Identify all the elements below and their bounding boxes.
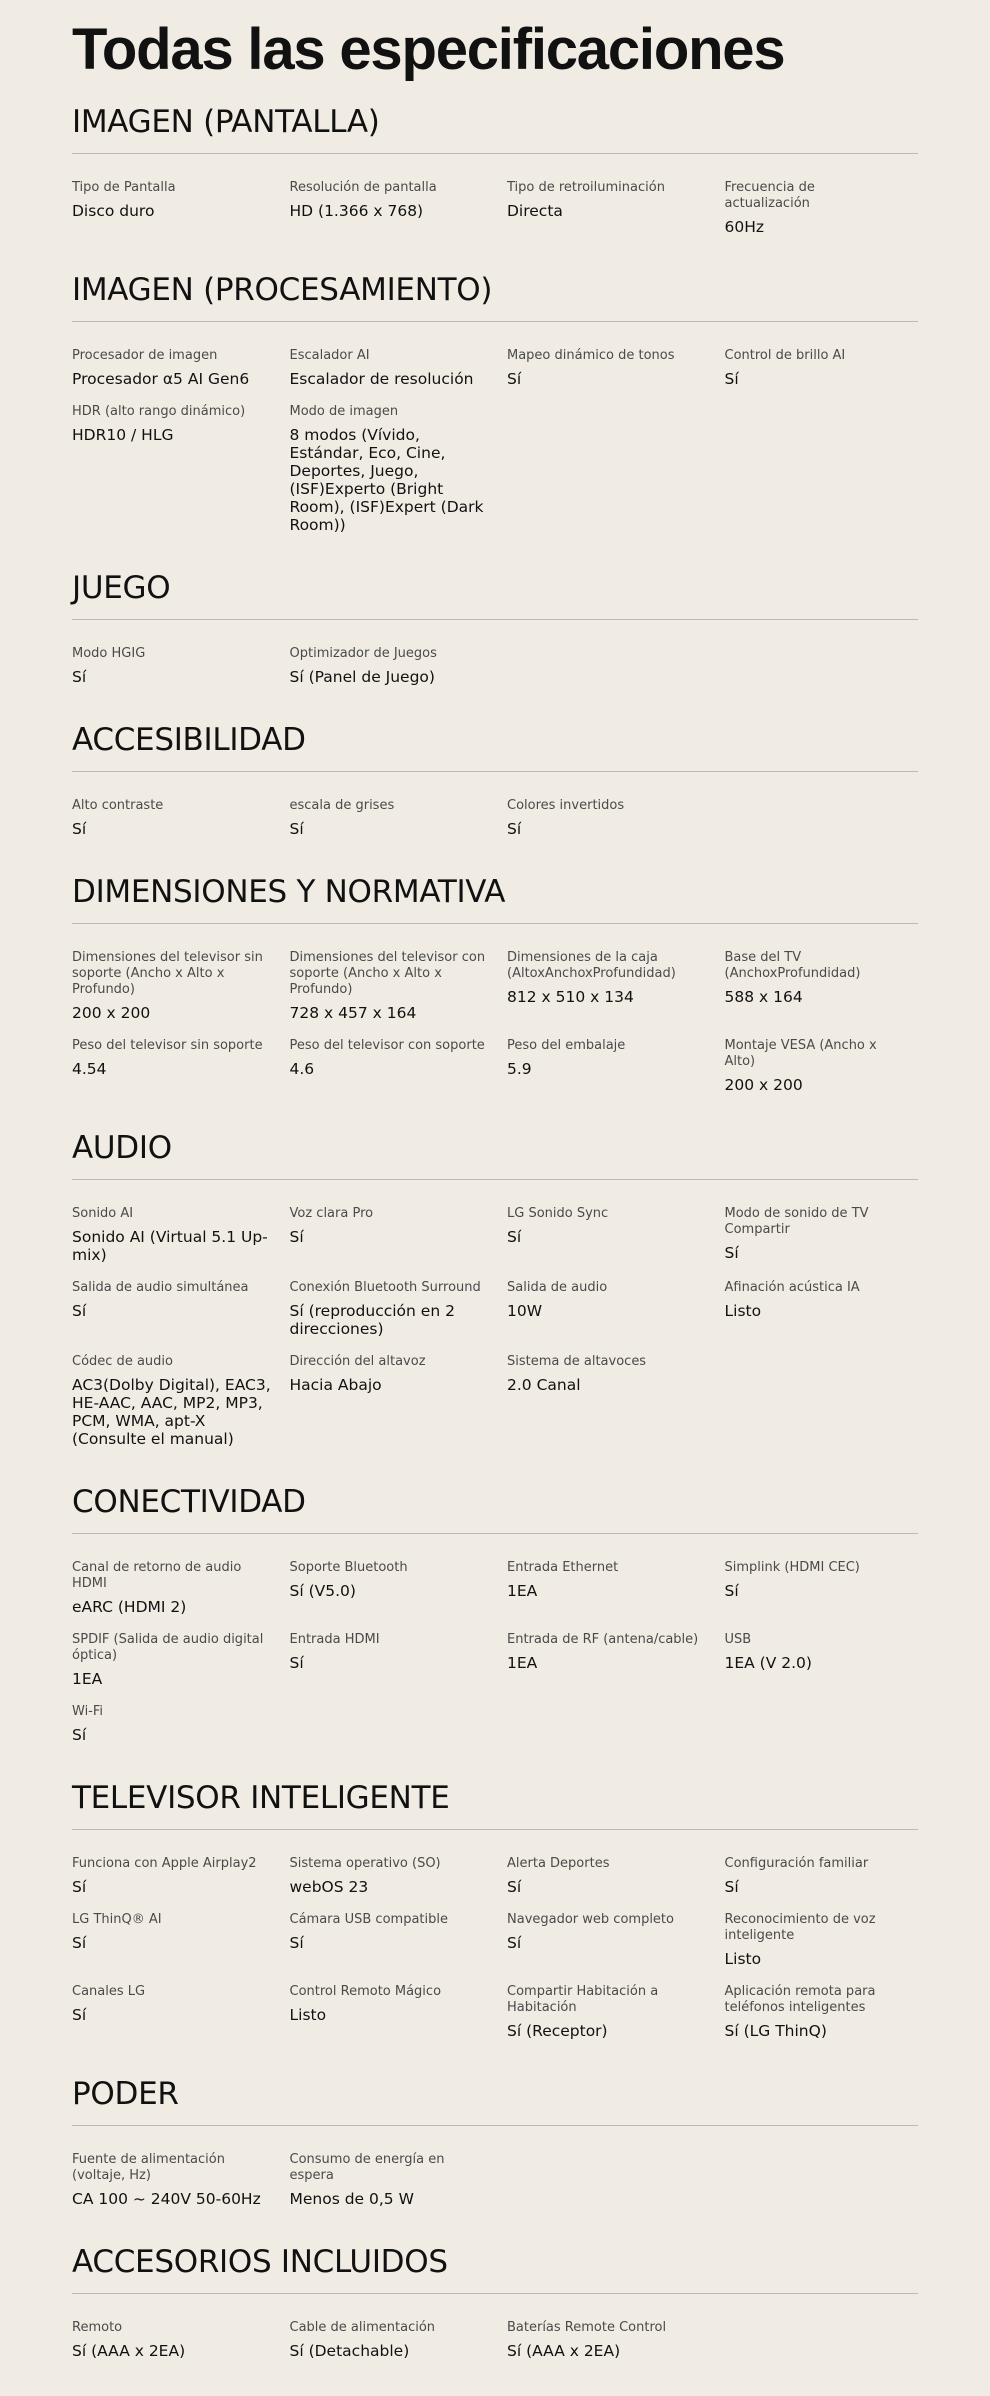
spec-label: Reconocimiento de voz inteligente — [724, 1912, 876, 1943]
spec-label: Dimensiones de la caja (AltoxAnchoxProfundidad) — [507, 950, 676, 981]
spec-value: 728 x 457 x 164 — [289, 1004, 417, 1022]
spec-value: Sí — [289, 1934, 304, 1952]
spec-value: Sí — [507, 820, 522, 838]
spec-value: 1EA (V 2.0) — [724, 1654, 812, 1672]
spec-item — [72, 180, 290, 236]
spec-item — [725, 1206, 919, 1264]
spec-item — [290, 950, 508, 1022]
spec-label: HDR (alto rango dinámico) — [72, 404, 246, 419]
spec-value: Sí — [289, 1228, 304, 1246]
spec-value: HDR10 / HLG — [72, 426, 174, 444]
spec-value: 1EA — [507, 1654, 538, 1672]
spec-value: Procesador α5 AI Gen6 — [72, 370, 250, 388]
spec-label: Peso del televisor sin soporte — [72, 1038, 263, 1053]
spec-label: Peso del televisor con soporte — [289, 1038, 485, 1053]
spec-item — [290, 2152, 508, 2208]
spec-item — [72, 1704, 290, 1744]
spec-item — [72, 646, 290, 686]
spec-label: Dimensiones del televisor con soporte (Ancho x Alto x Profundo) — [289, 950, 486, 997]
spec-label: escala de grises — [289, 798, 395, 813]
spec-value: Sí — [289, 820, 304, 838]
section-title: IMAGEN (PROCESAMIENTO) — [72, 272, 918, 322]
spec-item — [72, 798, 290, 838]
section-spacer — [72, 2360, 918, 2396]
section-title: IMAGEN (PANTALLA) — [72, 104, 918, 154]
spec-label: Cable de alimentación — [289, 2320, 436, 2335]
spec-label: Fuente de alimentación (voltaje, Hz) — [72, 2152, 225, 2183]
spec-item — [725, 348, 919, 388]
spec-item — [507, 1280, 725, 1338]
spec-value: Sí — [507, 1934, 522, 1952]
spec-value: 60Hz — [724, 218, 765, 236]
spec-value: 200 x 200 — [724, 1076, 803, 1094]
spec-label: Voz clara Pro — [289, 1206, 374, 1221]
spec-value: Sí — [72, 1302, 87, 1320]
spec-label: Frecuencia de actualización — [724, 180, 815, 211]
spec-item — [72, 1354, 290, 1448]
spec-label: USB — [724, 1632, 752, 1647]
spec-item — [725, 1912, 919, 1968]
spec-section — [72, 104, 918, 236]
spec-label: Funciona con Apple Airplay2 — [72, 1856, 257, 1871]
section-spacer — [72, 838, 918, 874]
spec-label: Tipo de Pantalla — [72, 180, 176, 195]
spec-label: Tipo de retroiluminación — [507, 180, 665, 195]
spec-value: Sí — [724, 1582, 739, 1600]
spec-item — [290, 348, 508, 388]
spec-label: Escalador AI — [289, 348, 370, 363]
spec-item — [72, 1280, 290, 1338]
spec-label: SPDIF (Salida de audio digital óptica) — [72, 1632, 264, 1663]
spec-label: Dirección del altavoz — [289, 1354, 426, 1369]
spec-value: Sí (Detachable) — [289, 2342, 410, 2360]
spec-item — [290, 1912, 508, 1968]
page-title: Todas las especificaciones — [72, 17, 785, 82]
spec-item — [72, 950, 290, 1022]
spec-item — [507, 798, 725, 838]
spec-value: Sí (LG ThinQ) — [724, 2022, 827, 2040]
spec-label: Resolución de pantalla — [289, 180, 437, 195]
spec-value: Menos de 0,5 W — [289, 2190, 414, 2208]
spec-label: Remoto — [72, 2320, 123, 2335]
spec-value: 1EA — [507, 1582, 538, 1600]
spec-label: Simplink (HDMI CEC) — [724, 1560, 860, 1575]
spec-grid — [72, 2126, 918, 2208]
spec-item — [72, 348, 290, 388]
spec-item — [290, 798, 508, 838]
spec-grid — [72, 1180, 918, 1448]
section-title: CONECTIVIDAD — [72, 1484, 918, 1534]
spec-item — [507, 1206, 725, 1264]
spec-section — [72, 874, 918, 1094]
spec-value: Sí — [72, 1878, 87, 1896]
spec-label: Entrada HDMI — [289, 1632, 380, 1647]
spec-label: Montaje VESA (Ancho x Alto) — [724, 1038, 877, 1069]
spec-label: Modo HGIG — [72, 646, 146, 661]
spec-label: Códec de audio — [72, 1354, 173, 1369]
spec-label: Control Remoto Mágico — [289, 1984, 442, 1999]
spec-item — [72, 1856, 290, 1896]
spec-label: Sonido AI — [72, 1206, 134, 1221]
section-title: JUEGO — [72, 570, 918, 620]
spec-label: Modo de imagen — [289, 404, 399, 419]
spec-label: Canales LG — [72, 1984, 146, 1999]
spec-value: Sí — [289, 1654, 304, 1672]
spec-item — [507, 1856, 725, 1896]
spec-label: Cámara USB compatible — [289, 1912, 448, 1927]
spec-item — [725, 1560, 919, 1616]
spec-label: Control de brillo AI — [724, 348, 846, 363]
spec-label: Canal de retorno de audio HDMI — [72, 1560, 242, 1591]
spec-label: Colores invertidos — [507, 798, 625, 813]
spec-value: eARC (HDMI 2) — [72, 1598, 187, 1616]
spec-value: Sí (reproducción en 2 direcciones) — [289, 1302, 455, 1338]
spec-label: Sistema operativo (SO) — [289, 1856, 441, 1871]
spec-value: Sonido AI (Virtual 5.1 Up-mix) — [72, 1228, 268, 1264]
spec-item — [290, 1560, 508, 1616]
spec-section — [72, 272, 918, 534]
spec-value: 2.0 Canal — [507, 1376, 581, 1394]
spec-section — [72, 1130, 918, 1448]
section-spacer — [72, 1744, 918, 1780]
spec-section — [72, 570, 918, 686]
spec-value: Listo — [724, 1950, 762, 1968]
spec-item — [507, 950, 725, 1022]
spec-item — [72, 2320, 290, 2360]
spec-label: Entrada Ethernet — [507, 1560, 619, 1575]
spec-section — [72, 1780, 918, 2040]
spec-label: Optimizador de Juegos — [289, 646, 437, 661]
spec-item — [72, 404, 290, 534]
spec-label: Procesador de imagen — [72, 348, 218, 363]
spec-item — [507, 1632, 725, 1688]
spec-item — [507, 1354, 725, 1448]
spec-label: Sistema de altavoces — [507, 1354, 647, 1369]
spec-label: Configuración familiar — [724, 1856, 869, 1871]
spec-label: Compartir Habitación a Habitación — [507, 1984, 659, 2015]
spec-value: CA 100 ~ 240V 50-60Hz — [72, 2190, 261, 2208]
spec-label: Navegador web completo — [507, 1912, 674, 1927]
spec-value: Listo — [724, 1302, 762, 1320]
spec-value: Escalador de resolución — [289, 370, 474, 388]
spec-value: 812 x 510 x 134 — [507, 988, 634, 1006]
spec-item — [290, 180, 508, 236]
spec-value: 10W — [507, 1302, 543, 1320]
spec-section — [72, 722, 918, 838]
spec-value: 588 x 164 — [724, 988, 803, 1006]
spec-value: Sí (AAA x 2EA) — [72, 2342, 186, 2360]
spec-grid — [72, 1830, 918, 2040]
spec-value: webOS 23 — [289, 1878, 369, 1896]
spec-item — [725, 1038, 919, 1094]
spec-label: Baterías Remote Control — [507, 2320, 667, 2335]
spec-item — [290, 1206, 508, 1264]
spec-section — [72, 2244, 918, 2360]
section-spacer — [72, 686, 918, 722]
spec-item — [290, 1280, 508, 1338]
spec-label: Soporte Bluetooth — [289, 1560, 408, 1575]
spec-value: HD (1.366 x 768) — [289, 202, 424, 220]
spec-value: Sí — [724, 1244, 739, 1262]
spec-label: Modo de sonido de TV Compartir — [724, 1206, 869, 1237]
spec-label: Aplicación remota para teléfonos inteligentes — [724, 1984, 876, 2015]
spec-section — [72, 1484, 918, 1744]
spec-item — [725, 180, 919, 236]
spec-section — [72, 2076, 918, 2208]
section-spacer — [72, 2040, 918, 2076]
spec-value: Hacia Abajo — [289, 1376, 382, 1394]
section-spacer — [72, 236, 918, 272]
spec-item — [507, 1912, 725, 1968]
spec-label: Alerta Deportes — [507, 1856, 610, 1871]
spec-item — [507, 180, 725, 236]
section-spacer — [72, 1094, 918, 1130]
spec-value: 5.9 — [507, 1060, 532, 1078]
spec-item — [72, 1560, 290, 1616]
spec-item — [290, 1354, 508, 1448]
spec-item — [72, 1984, 290, 2040]
spec-item — [290, 646, 508, 686]
section-title: ACCESIBILIDAD — [72, 722, 918, 772]
spec-value: Sí — [507, 370, 522, 388]
section-spacer — [72, 534, 918, 570]
spec-item — [72, 2152, 290, 2208]
spec-item — [725, 1280, 919, 1338]
spec-label: Salida de audio — [507, 1280, 608, 1295]
spec-label: Peso del embalaje — [507, 1038, 626, 1053]
spec-item — [290, 1984, 508, 2040]
spec-item — [72, 1038, 290, 1094]
spec-value: 200 x 200 — [72, 1004, 151, 1022]
spec-item — [290, 1038, 508, 1094]
spec-item — [507, 1038, 725, 1094]
spec-label: LG ThinQ® AI — [72, 1912, 162, 1927]
spec-grid — [72, 2294, 918, 2360]
spec-value: Sí — [72, 820, 87, 838]
section-spacer — [72, 1448, 918, 1484]
spec-value: Sí — [507, 1878, 522, 1896]
spec-label: LG Sonido Sync — [507, 1206, 609, 1221]
spec-label: Mapeo dinámico de tonos — [507, 348, 675, 363]
spec-label: Conexión Bluetooth Surround — [289, 1280, 481, 1295]
spec-item — [507, 1560, 725, 1616]
spec-item — [72, 1912, 290, 1968]
spec-value: Sí (Receptor) — [507, 2022, 608, 2040]
spec-value: 1EA — [72, 1670, 103, 1688]
spec-value: Sí — [724, 370, 739, 388]
section-title: AUDIO — [72, 1130, 918, 1180]
spec-label: Wi-Fi — [72, 1704, 104, 1719]
spec-item — [725, 1984, 919, 2040]
spec-label: Salida de audio simultánea — [72, 1280, 249, 1295]
spec-value: Sí — [72, 1726, 87, 1744]
spec-label: Consumo de energía en espera — [289, 2152, 445, 2183]
spec-value: AC3(Dolby Digital), EAC3, HE-AAC, AAC, MP2, MP3, PCM, WMA, apt-X (Consulte el manual) — [72, 1376, 271, 1448]
spec-grid — [72, 620, 918, 686]
spec-label: Afinación acústica IA — [724, 1280, 860, 1295]
spec-value: Sí — [72, 2006, 87, 2024]
spec-value: 8 modos (Vívido, Estándar, Eco, Cine, Deportes, Juego, (ISF)Experto (Bright Room), (ISF)Expert (Dark Room)) — [289, 426, 484, 534]
spec-value: 4.6 — [289, 1060, 315, 1078]
spec-grid — [72, 154, 918, 236]
spec-value: Sí — [72, 1934, 87, 1952]
spec-grid — [72, 772, 918, 838]
spec-value: Directa — [507, 202, 563, 220]
spec-value: 4.54 — [72, 1060, 107, 1078]
spec-value: Sí — [72, 668, 87, 686]
spec-grid — [72, 924, 918, 1094]
spec-item — [290, 404, 508, 534]
spec-item — [290, 2320, 508, 2360]
section-title: DIMENSIONES Y NORMATIVA — [72, 874, 918, 924]
spec-value: Sí (Panel de Juego) — [289, 668, 435, 686]
section-title: PODER — [72, 2076, 918, 2126]
section-spacer — [72, 2208, 918, 2244]
spec-item — [507, 348, 725, 388]
spec-sections — [72, 104, 918, 2396]
spec-item — [507, 1984, 725, 2040]
spec-item — [725, 1632, 919, 1688]
spec-item — [72, 1206, 290, 1264]
spec-item — [507, 2320, 725, 2360]
spec-item — [290, 1632, 508, 1688]
spec-label: Dimensiones del televisor sin soporte (Ancho x Alto x Profundo) — [72, 950, 263, 997]
spec-label: Entrada de RF (antena/cable) — [507, 1632, 699, 1647]
spec-value: Disco duro — [72, 202, 155, 220]
spec-label: Base del TV (AnchoxProfundidad) — [724, 950, 861, 981]
spec-value: Sí — [507, 1228, 522, 1246]
spec-item — [725, 1856, 919, 1896]
spec-item — [72, 1632, 290, 1688]
spec-grid — [72, 1534, 918, 1744]
section-title: TELEVISOR INTELIGENTE — [72, 1780, 918, 1830]
spec-value: Sí (V5.0) — [289, 1582, 356, 1600]
spec-grid — [72, 322, 918, 534]
spec-value: Sí — [724, 1878, 739, 1896]
spec-value: Listo — [289, 2006, 327, 2024]
spec-value: Sí (AAA x 2EA) — [507, 2342, 621, 2360]
spec-label: Alto contraste — [72, 798, 164, 813]
spec-item — [725, 950, 919, 1022]
spec-item — [290, 1856, 508, 1896]
section-title: ACCESORIOS INCLUIDOS — [72, 2244, 918, 2294]
